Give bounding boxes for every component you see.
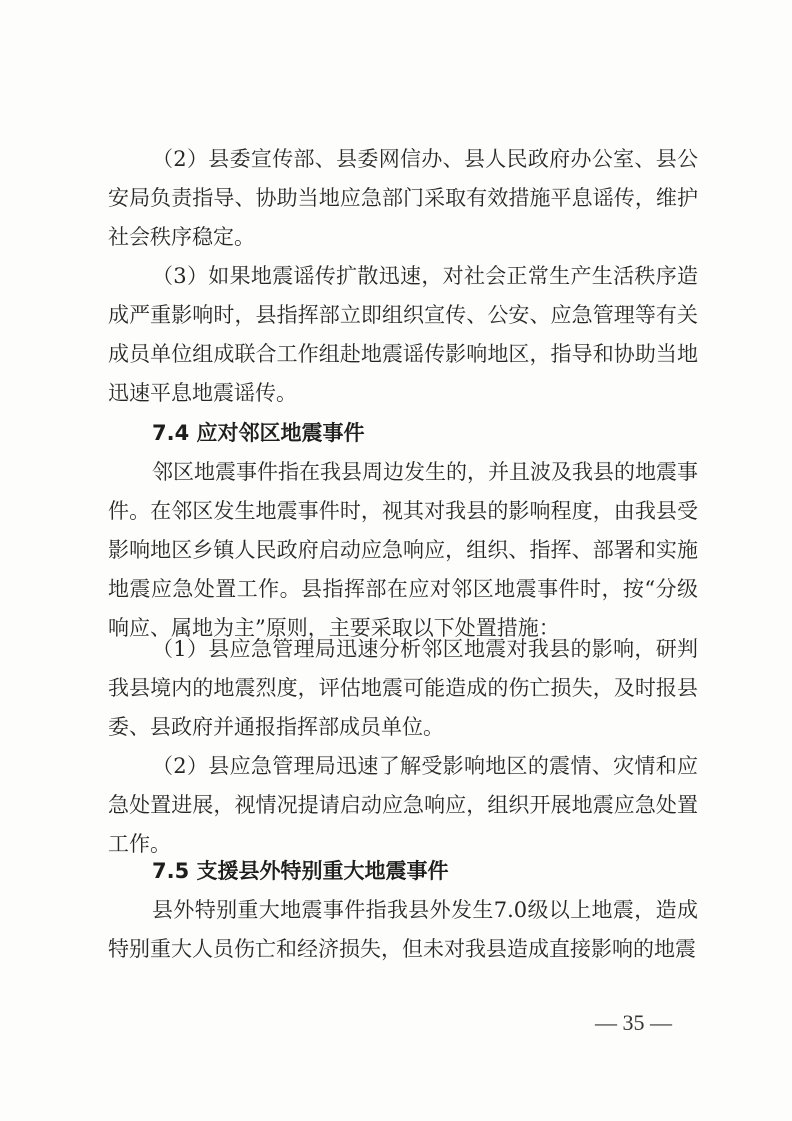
paragraph-rumor-spread: （3）如果地震谣传扩散迅速，对社会正常生产生活秩序造成严重影响时，县指挥部立即组织宣传、公安、应急管理等有关成员单位组成联合工作组赴地震谣传影响地区，指导和协助当地迅速平息地震谣传。	[108, 264, 698, 405]
paragraph-neighboring-earthquake: 邻区地震事件指在我县周边发生的，并且波及我县的地震事件。在邻区发生地震事件时，视其对我县的影响程度，由我县受影响地区乡镇人民政府启动应急响应，组织、指挥、部署和实施地震应急处置工作。县指挥部在应对邻区地震事件时，按“分级响应、属地为主”原则，主要采取以下处置措施：	[108, 460, 698, 640]
paragraph-publicity-departments: （2）县委宣传部、县委网信办、县人民政府办公室、县公安局负责指导、协助当地应急部门采取有效措施平息谣传，维护社会秩序稳定。	[108, 147, 698, 249]
section-heading-7-5: 7.5 支援县外特别重大地震事件	[152, 859, 449, 883]
paragraph-measure-1: （1）县应急管理局迅速分析邻区地震对我县的影响，研判我县境内的地震烈度，评估地震可能造成的伤亡损失，及时报县委、县政府并通报指挥部成员单位。	[108, 637, 698, 739]
paragraph-outside-county-earthquake: 县外特别重大地震事件指我县外发生7.0级以上地震，造成特别重大人员伤亡和经济损失，但未对我县造成直接影响的地震	[108, 898, 698, 961]
section-heading-7-4: 7.4 应对邻区地震事件	[152, 421, 365, 445]
page-number: — 35 —	[595, 1010, 672, 1035]
paragraph-measure-2: （2）县应急管理局迅速了解受影响地区的震情、灾情和应急处置进展，视情况提请启动应急响应，组织开展地震应急处置工作。	[108, 754, 698, 856]
